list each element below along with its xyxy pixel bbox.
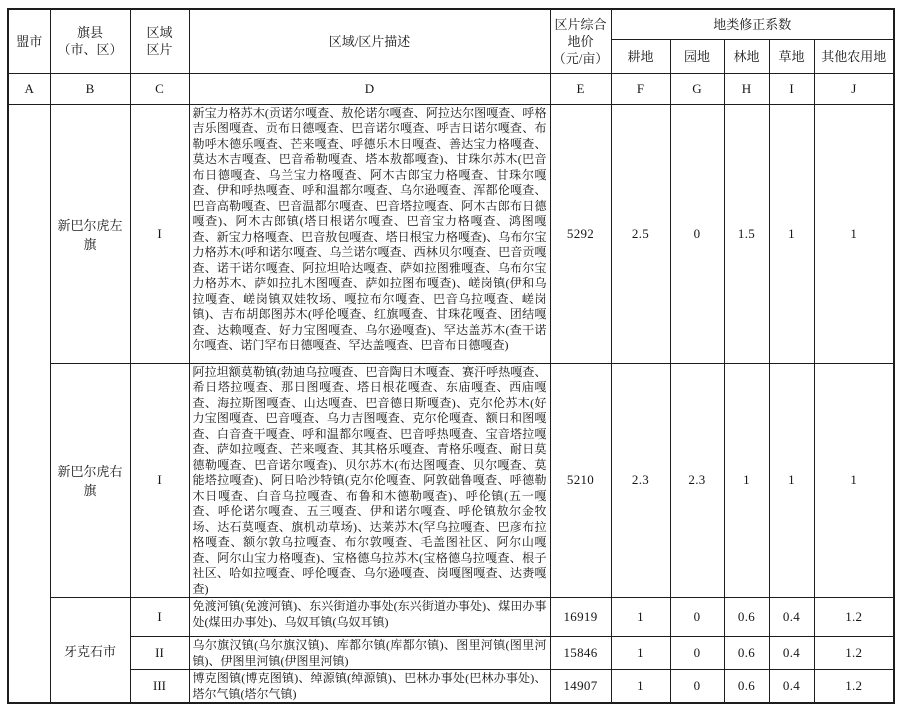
county-cell: 新巴尔虎右旗 (50, 363, 130, 598)
coef-farmland-cell: 2.5 (611, 104, 670, 363)
description-cell: 阿拉坦额莫勒镇(勃迪乌拉嘎查、巴音陶日木嘎查、赛汗呼热嘎查、希日塔拉嘎查、那日图嘎查、塔日根花嘎查、东庙嘎查、西庙嘎查、海拉斯图嘎查、山达嘎查、巴音德日斯嘎查)、克尔伦苏木(好力宝图嘎查、巴音嘎查、乌力吉图嘎查、克尔伦嘎查、额日和图嘎查、白音查干嘎查、呼和温都尔嘎查、巴音呼热嘎查、宝音塔拉嘎查、萨如拉嘎查、芒来嘎查、其其格乐嘎查、青格乐嘎查、耐日莫德勒嘎查、巴音诺尔嘎查)、贝尔苏木(布达图嘎查、贝尔嘎查、莫能塔拉嘎查)、阿日哈沙特镇(克尔伦嘎查、阿敦础鲁嘎查、呼德勒木日嘎查、白音乌拉嘎查、布鲁和木德勒嘎查)、呼伦镇(五一嘎查、呼伦诺尔嘎查、五三嘎查、伊和诺尔嘎查、呼伦镇敖尔金牧场、达石莫嘎查、旗机动草场)、达莱苏木(罕乌拉嘎查、巴彦布拉格嘎查、额尔敦乌拉嘎查、布尔敦嘎查、毛盖图社区、阿尔山嘎查、阿尔山宝力格嘎查)、宝格德乌拉苏木(宝格德乌拉嘎查、根子社区、哈如拉嘎查、呼伦嘎查、乌尔逊嘎查、岗嘎图嘎查、达赉嘎查) (189, 363, 550, 598)
coef-other-cell: 1.2 (814, 598, 894, 637)
coef-farmland-cell: 2.3 (611, 363, 670, 598)
header-quyu-qupian (130, 9, 189, 73)
table-row (8, 598, 894, 637)
header-qixian (50, 9, 130, 73)
coef-grassland-cell: 0.4 (769, 598, 814, 637)
header-orchard: 园地 (670, 39, 724, 73)
header-price-line1: 区片综合 (554, 16, 607, 32)
letter-f: F (611, 73, 670, 104)
zone-cell: III (130, 670, 189, 704)
coef-other-cell: 1 (814, 104, 894, 363)
coef-grassland-cell: 1 (769, 104, 814, 363)
header-description: 区域/区片描述 (189, 9, 550, 73)
header-forest: 林地 (724, 39, 769, 73)
header-quyu-line1: 区域 (146, 25, 173, 41)
coef-farmland-cell: 1 (611, 598, 670, 637)
mengshi-empty-cell (8, 104, 50, 703)
coef-orchard-cell: 0 (670, 670, 724, 704)
coef-orchard-cell: 2.3 (670, 363, 724, 598)
header-grassland: 草地 (769, 39, 814, 73)
coef-orchard-cell: 0 (670, 598, 724, 637)
coef-grassland-cell: 0.4 (769, 637, 814, 670)
table-row (8, 670, 894, 704)
header-price-line3: （元/亩） (552, 50, 609, 66)
letter-i: I (769, 73, 814, 104)
zone-cell: I (130, 363, 189, 598)
price-cell: 5292 (550, 104, 611, 363)
coef-other-cell: 1 (814, 363, 894, 598)
header-row-1 (8, 9, 894, 39)
coef-grassland-cell: 0.4 (769, 670, 814, 704)
coef-farmland-cell: 1 (611, 670, 670, 704)
coef-forest-cell: 0.6 (724, 670, 769, 704)
county-cell: 新巴尔虎左旗 (50, 104, 130, 363)
price-cell: 15846 (550, 637, 611, 670)
header-mengshi: 盟市 (8, 9, 50, 73)
letter-a: A (8, 73, 50, 104)
header-quyu-line2: 区片 (146, 42, 173, 58)
coef-forest-cell: 0.6 (724, 637, 769, 670)
letter-d: D (189, 73, 550, 104)
letter-g: G (670, 73, 724, 104)
header-qixian-line2: （市、区） (57, 42, 123, 58)
table-row (8, 104, 894, 363)
header-coefficient-group: 地类修正系数 (611, 9, 894, 39)
letter-e: E (550, 73, 611, 104)
letter-h: H (724, 73, 769, 104)
letter-b: B (50, 73, 130, 104)
coef-farmland-cell: 1 (611, 637, 670, 670)
header-price-line2: 地价 (567, 33, 594, 49)
coef-orchard-cell: 0 (670, 637, 724, 670)
coef-forest-cell: 1.5 (724, 104, 769, 363)
header-qixian-line1: 旗县 (76, 25, 103, 41)
zone-cell: I (130, 598, 189, 637)
description-cell: 免渡河镇(免渡河镇)、东兴街道办事处(东兴街道办事处)、煤田办事处(煤田办事处)、乌奴耳镇(乌奴耳镇) (189, 598, 550, 637)
table-row (8, 637, 894, 670)
column-letter-row (8, 73, 894, 104)
land-price-table (7, 8, 895, 704)
coef-grassland-cell: 1 (769, 363, 814, 598)
price-cell: 14907 (550, 670, 611, 704)
price-cell: 16919 (550, 598, 611, 637)
description-cell: 新宝力格苏木(贡诺尔嘎查、敖伦诺尔嘎查、阿拉达尔图嘎查、呼格吉乐图嘎查、贡布日德嘎查、巴音诺尔嘎查、呼吉日诺尔嘎查、布勒呼木德乐嘎查、芒来嘎查、呼德乐木日嘎查、善达宝力格嘎查、莫达木吉嘎查、巴音希勒嘎查、塔本敖都嘎查)、甘珠尔苏木(巴音布日德嘎查、乌兰宝力格嘎查、阿木古郎宝力格嘎查、甘珠尔嘎查、伊和呼热嘎查、呼和温都尔嘎查、乌尔逊嘎查、浑都伦嘎查、巴音高勒嘎查、巴音温都尔嘎查、巴音塔拉嘎查、阿木古郎布日德嘎查)、阿木古郎镇(塔日根诺尔嘎查、巴音宝力格嘎查、鸿图嘎查、新宝力格嘎查、巴音敖包嘎查、塔日根宝力格嘎查)、乌布尔宝力格苏木(呼和诺尔嘎查、乌兰诺尔嘎查、西林贝尔嘎查、巴音贡嘎查、诺干诺尔嘎查、阿拉坦哈达嘎查、萨如拉图雅嘎查、乌布尔宝力格苏木、萨如拉扎木图嘎查、萨如拉图布嘎查)、嵯岗镇(伊和乌拉嘎查、嵯岗镇双娃牧场、嘎拉布尔嘎查、巴音乌拉嘎查、嵯岗镇)、吉布胡郎图苏木(呼伦嘎查、红旗嘎查、甘珠花嘎查、团结嘎查、达赖嘎查、好力宝图嘎查、乌尔逊嘎查)、罕达盖苏木(查干诺尔嘎查、诺门罕布日德嘎查、罕达盖嘎查、巴音布日德嘎查) (189, 104, 550, 363)
header-farmland: 耕地 (611, 39, 670, 73)
coef-other-cell: 1.2 (814, 637, 894, 670)
coef-orchard-cell: 0 (670, 104, 724, 363)
coef-other-cell: 1.2 (814, 670, 894, 704)
letter-c: C (130, 73, 189, 104)
header-other-farmland: 其他农用地 (814, 39, 894, 73)
header-price (550, 9, 611, 73)
zone-cell: I (130, 104, 189, 363)
description-cell: 博克图镇(博克图镇)、绰源镇(绰源镇)、巴林办事处(巴林办事处)、塔尔气镇(塔尔气镇) (189, 670, 550, 704)
table-row (8, 363, 894, 598)
county-cell: 牙克石市 (50, 598, 130, 704)
price-cell: 5210 (550, 363, 611, 598)
zone-cell: II (130, 637, 189, 670)
letter-j: J (814, 73, 894, 104)
description-cell: 乌尔旗汉镇(乌尔旗汉镇)、库都尔镇(库都尔镇)、图里河镇(图里河镇)、伊图里河镇(伊图里河镇) (189, 637, 550, 670)
coef-forest-cell: 1 (724, 363, 769, 598)
coef-forest-cell: 0.6 (724, 598, 769, 637)
